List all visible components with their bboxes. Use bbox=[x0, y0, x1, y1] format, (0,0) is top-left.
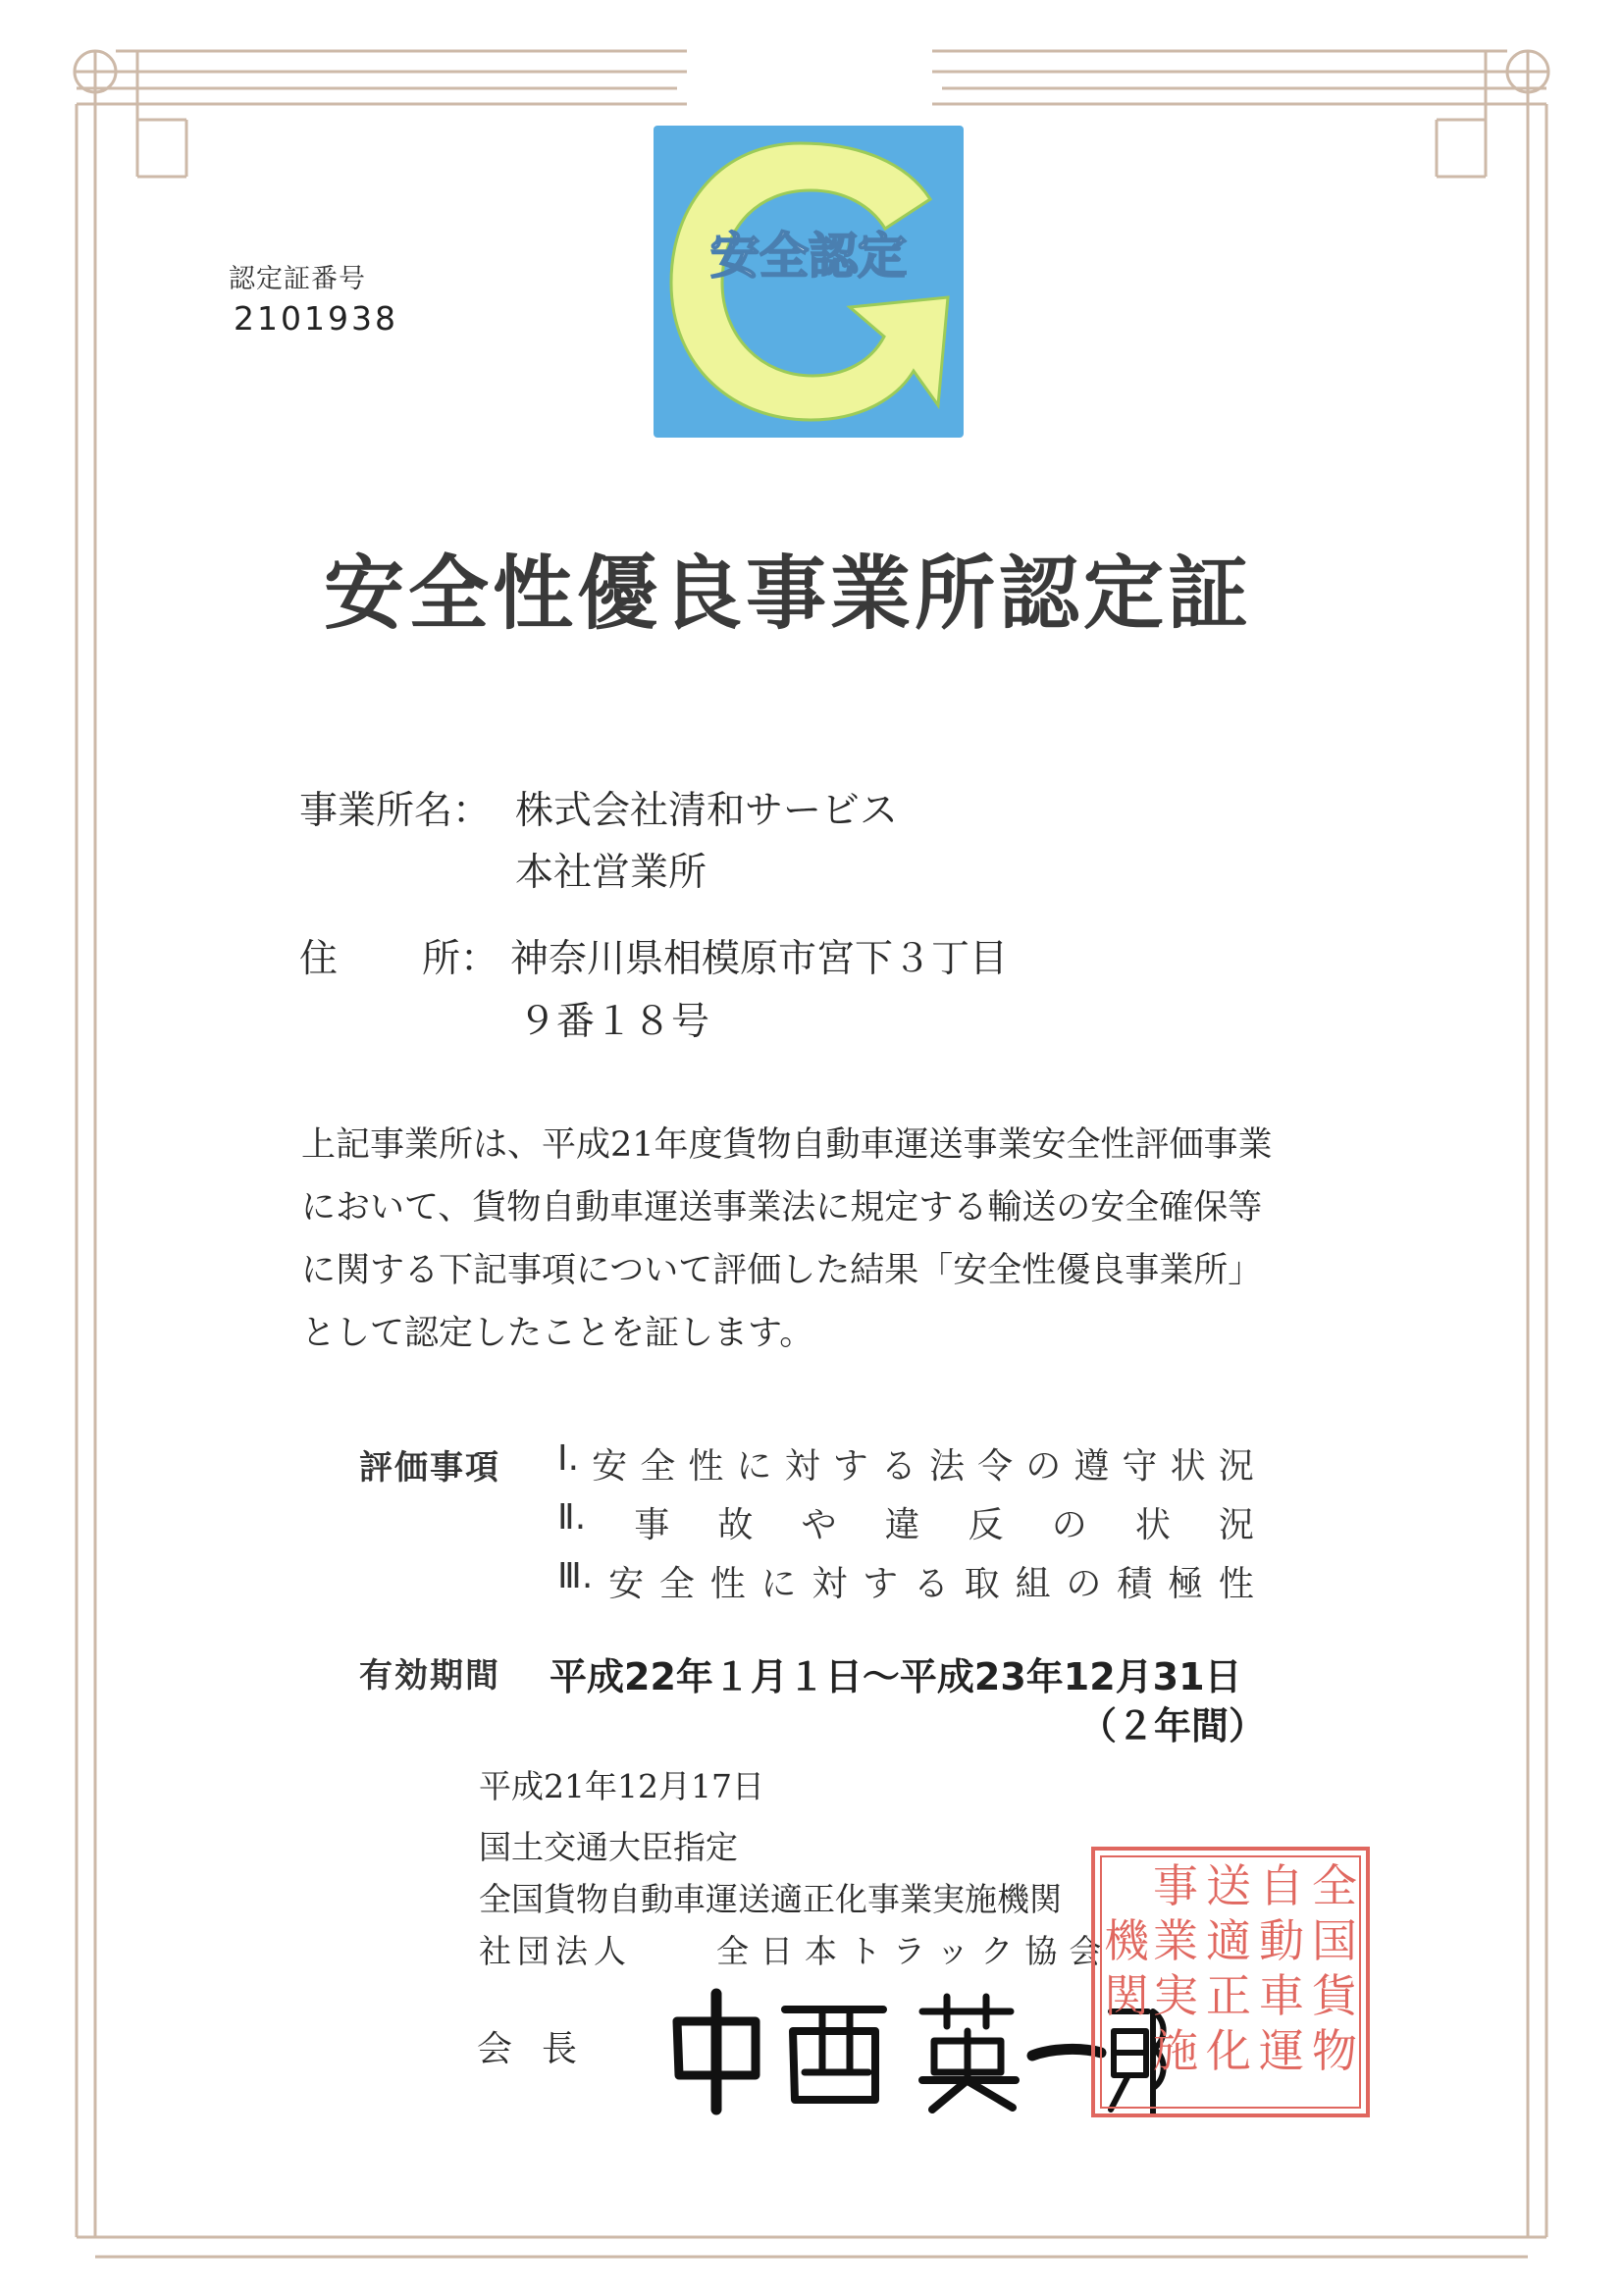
issuer-line1: 国土交通大臣指定 bbox=[479, 1828, 738, 1866]
evaluation-item-char: Ⅰ. bbox=[557, 1438, 580, 1479]
issuer-line2: 全国貨物自動車運送適正化事業実施機関 bbox=[479, 1880, 1062, 1918]
evaluation-item-char: 遵 bbox=[1073, 1446, 1110, 1487]
statement-line: として認定したことを証します。 bbox=[301, 1314, 814, 1353]
svg-text:実: 実 bbox=[1153, 1969, 1198, 2022]
evaluation-item-char: 故 bbox=[717, 1505, 754, 1545]
svg-text:運: 運 bbox=[1259, 2024, 1304, 2077]
president-label: 会長 bbox=[477, 2029, 607, 2069]
svg-text:全: 全 bbox=[1312, 1859, 1357, 1912]
evaluation-item-1 bbox=[557, 1438, 1254, 1488]
svg-text:施: 施 bbox=[1153, 2024, 1198, 2077]
certification-statement bbox=[301, 1114, 1341, 1365]
evaluation-label: 評価事項 bbox=[359, 1448, 500, 1487]
office-name-line1: 株式会社清和サービス bbox=[515, 789, 899, 833]
svg-text:正: 正 bbox=[1206, 1969, 1251, 2022]
evaluation-item-3 bbox=[557, 1556, 1254, 1606]
evaluation-item-char: に bbox=[760, 1564, 797, 1604]
evaluation-item-char: 全 bbox=[658, 1564, 695, 1604]
evaluation-item-char: 況 bbox=[1218, 1446, 1254, 1487]
svg-text:動: 動 bbox=[1259, 1914, 1304, 1967]
svg-text:機: 機 bbox=[1104, 1914, 1149, 1967]
evaluation-item-char: Ⅲ. bbox=[557, 1556, 594, 1596]
evaluation-item-char: の bbox=[1066, 1564, 1102, 1604]
statement-line: に関する下記事項について評価した結果「安全性優良事業所」 bbox=[301, 1251, 1263, 1290]
evaluation-item-char: 法 bbox=[929, 1446, 966, 1487]
issuer-line3-org-type: 社団法人 bbox=[479, 1932, 632, 1970]
issuer-line3-org-name: 全日本トラック協会 bbox=[716, 1932, 1114, 1970]
certificate-number-label: 認定証番号 bbox=[229, 264, 366, 294]
evaluation-item-char: す bbox=[832, 1446, 868, 1487]
svg-text:貨: 貨 bbox=[1312, 1969, 1357, 2022]
evaluation-item-2 bbox=[557, 1497, 1254, 1547]
logo-text: 安全認定 bbox=[710, 228, 907, 285]
evaluation-item-char: Ⅱ. bbox=[557, 1497, 587, 1538]
evaluation-item-char: 積 bbox=[1117, 1564, 1153, 1604]
evaluation-item-char: 性 bbox=[709, 1564, 746, 1604]
evaluation-item-char: 組 bbox=[1015, 1564, 1051, 1604]
evaluation-item-char: 反 bbox=[968, 1505, 1004, 1545]
statement-line: において、貨物自動車運送事業法に規定する輸送の安全確保等 bbox=[301, 1188, 1263, 1227]
svg-text:化: 化 bbox=[1206, 2024, 1251, 2077]
issue-date: 平成21年12月17日 bbox=[479, 1767, 764, 1805]
svg-text:事: 事 bbox=[1153, 1859, 1198, 1912]
evaluation-item-char: る bbox=[913, 1564, 949, 1604]
evaluation-item-char: 性 bbox=[688, 1446, 724, 1487]
evaluation-item-char: 安 bbox=[608, 1564, 645, 1604]
svg-text:車: 車 bbox=[1259, 1969, 1304, 2022]
svg-text:自: 自 bbox=[1259, 1859, 1304, 1912]
svg-text:関: 関 bbox=[1104, 1969, 1149, 2022]
validity-years: （２年間） bbox=[1079, 1704, 1267, 1748]
evaluation-item-char: 違 bbox=[884, 1505, 920, 1545]
evaluation-item-char: 況 bbox=[1218, 1505, 1254, 1545]
evaluation-item-char: 極 bbox=[1168, 1564, 1204, 1604]
evaluation-item-char: や bbox=[801, 1505, 837, 1545]
evaluation-item-char: 状 bbox=[1134, 1505, 1171, 1545]
office-name-line2: 本社営業所 bbox=[515, 851, 707, 895]
address-line2: ９番１８号 bbox=[518, 1000, 710, 1044]
svg-text:国: 国 bbox=[1312, 1914, 1357, 1967]
certificate-number: 2101938 bbox=[234, 299, 398, 338]
statement-line: 上記事業所は、平成21年度貨物自動車運送事業安全性評価事業 bbox=[301, 1125, 1273, 1165]
evaluation-item-char: す bbox=[863, 1564, 899, 1604]
official-red-seal bbox=[1089, 1845, 1372, 2119]
evaluation-item-char: 安 bbox=[592, 1446, 628, 1487]
page-title: 安全性優良事業所認定証 bbox=[324, 547, 1253, 641]
g-mark-arrow-icon bbox=[654, 126, 964, 438]
svg-text:物: 物 bbox=[1312, 2024, 1357, 2077]
evaluation-item-char: の bbox=[1051, 1505, 1087, 1545]
evaluation-item-char: の bbox=[1025, 1446, 1062, 1487]
evaluation-item-char: 状 bbox=[1170, 1446, 1206, 1487]
validity-period: 平成22年１月１日～平成23年12月31日 bbox=[550, 1655, 1242, 1698]
validity-label: 有効期間 bbox=[359, 1656, 500, 1696]
evaluation-item-char: 事 bbox=[634, 1505, 670, 1545]
svg-text:業: 業 bbox=[1153, 1914, 1198, 1967]
svg-text:送: 送 bbox=[1206, 1859, 1251, 1912]
address-label-2: 所： bbox=[422, 937, 499, 981]
evaluation-item-char: 令 bbox=[977, 1446, 1014, 1487]
evaluation-item-char: 対 bbox=[784, 1446, 820, 1487]
evaluation-item-char: 全 bbox=[640, 1446, 676, 1487]
office-name-label: 事業所名： bbox=[299, 789, 492, 833]
address-line1: 神奈川県相模原市宮下３丁目 bbox=[510, 937, 1009, 981]
evaluation-item-char: 性 bbox=[1218, 1564, 1254, 1604]
evaluation-item-char: 対 bbox=[812, 1564, 848, 1604]
evaluation-item-char: に bbox=[736, 1446, 772, 1487]
evaluation-item-char: 守 bbox=[1122, 1446, 1158, 1487]
address-label-1: 住 bbox=[299, 937, 339, 981]
evaluation-item-char: る bbox=[880, 1446, 916, 1487]
safety-g-mark-logo bbox=[654, 126, 964, 438]
evaluation-item-char: 取 bbox=[964, 1564, 1000, 1604]
svg-text:適: 適 bbox=[1206, 1914, 1251, 1967]
